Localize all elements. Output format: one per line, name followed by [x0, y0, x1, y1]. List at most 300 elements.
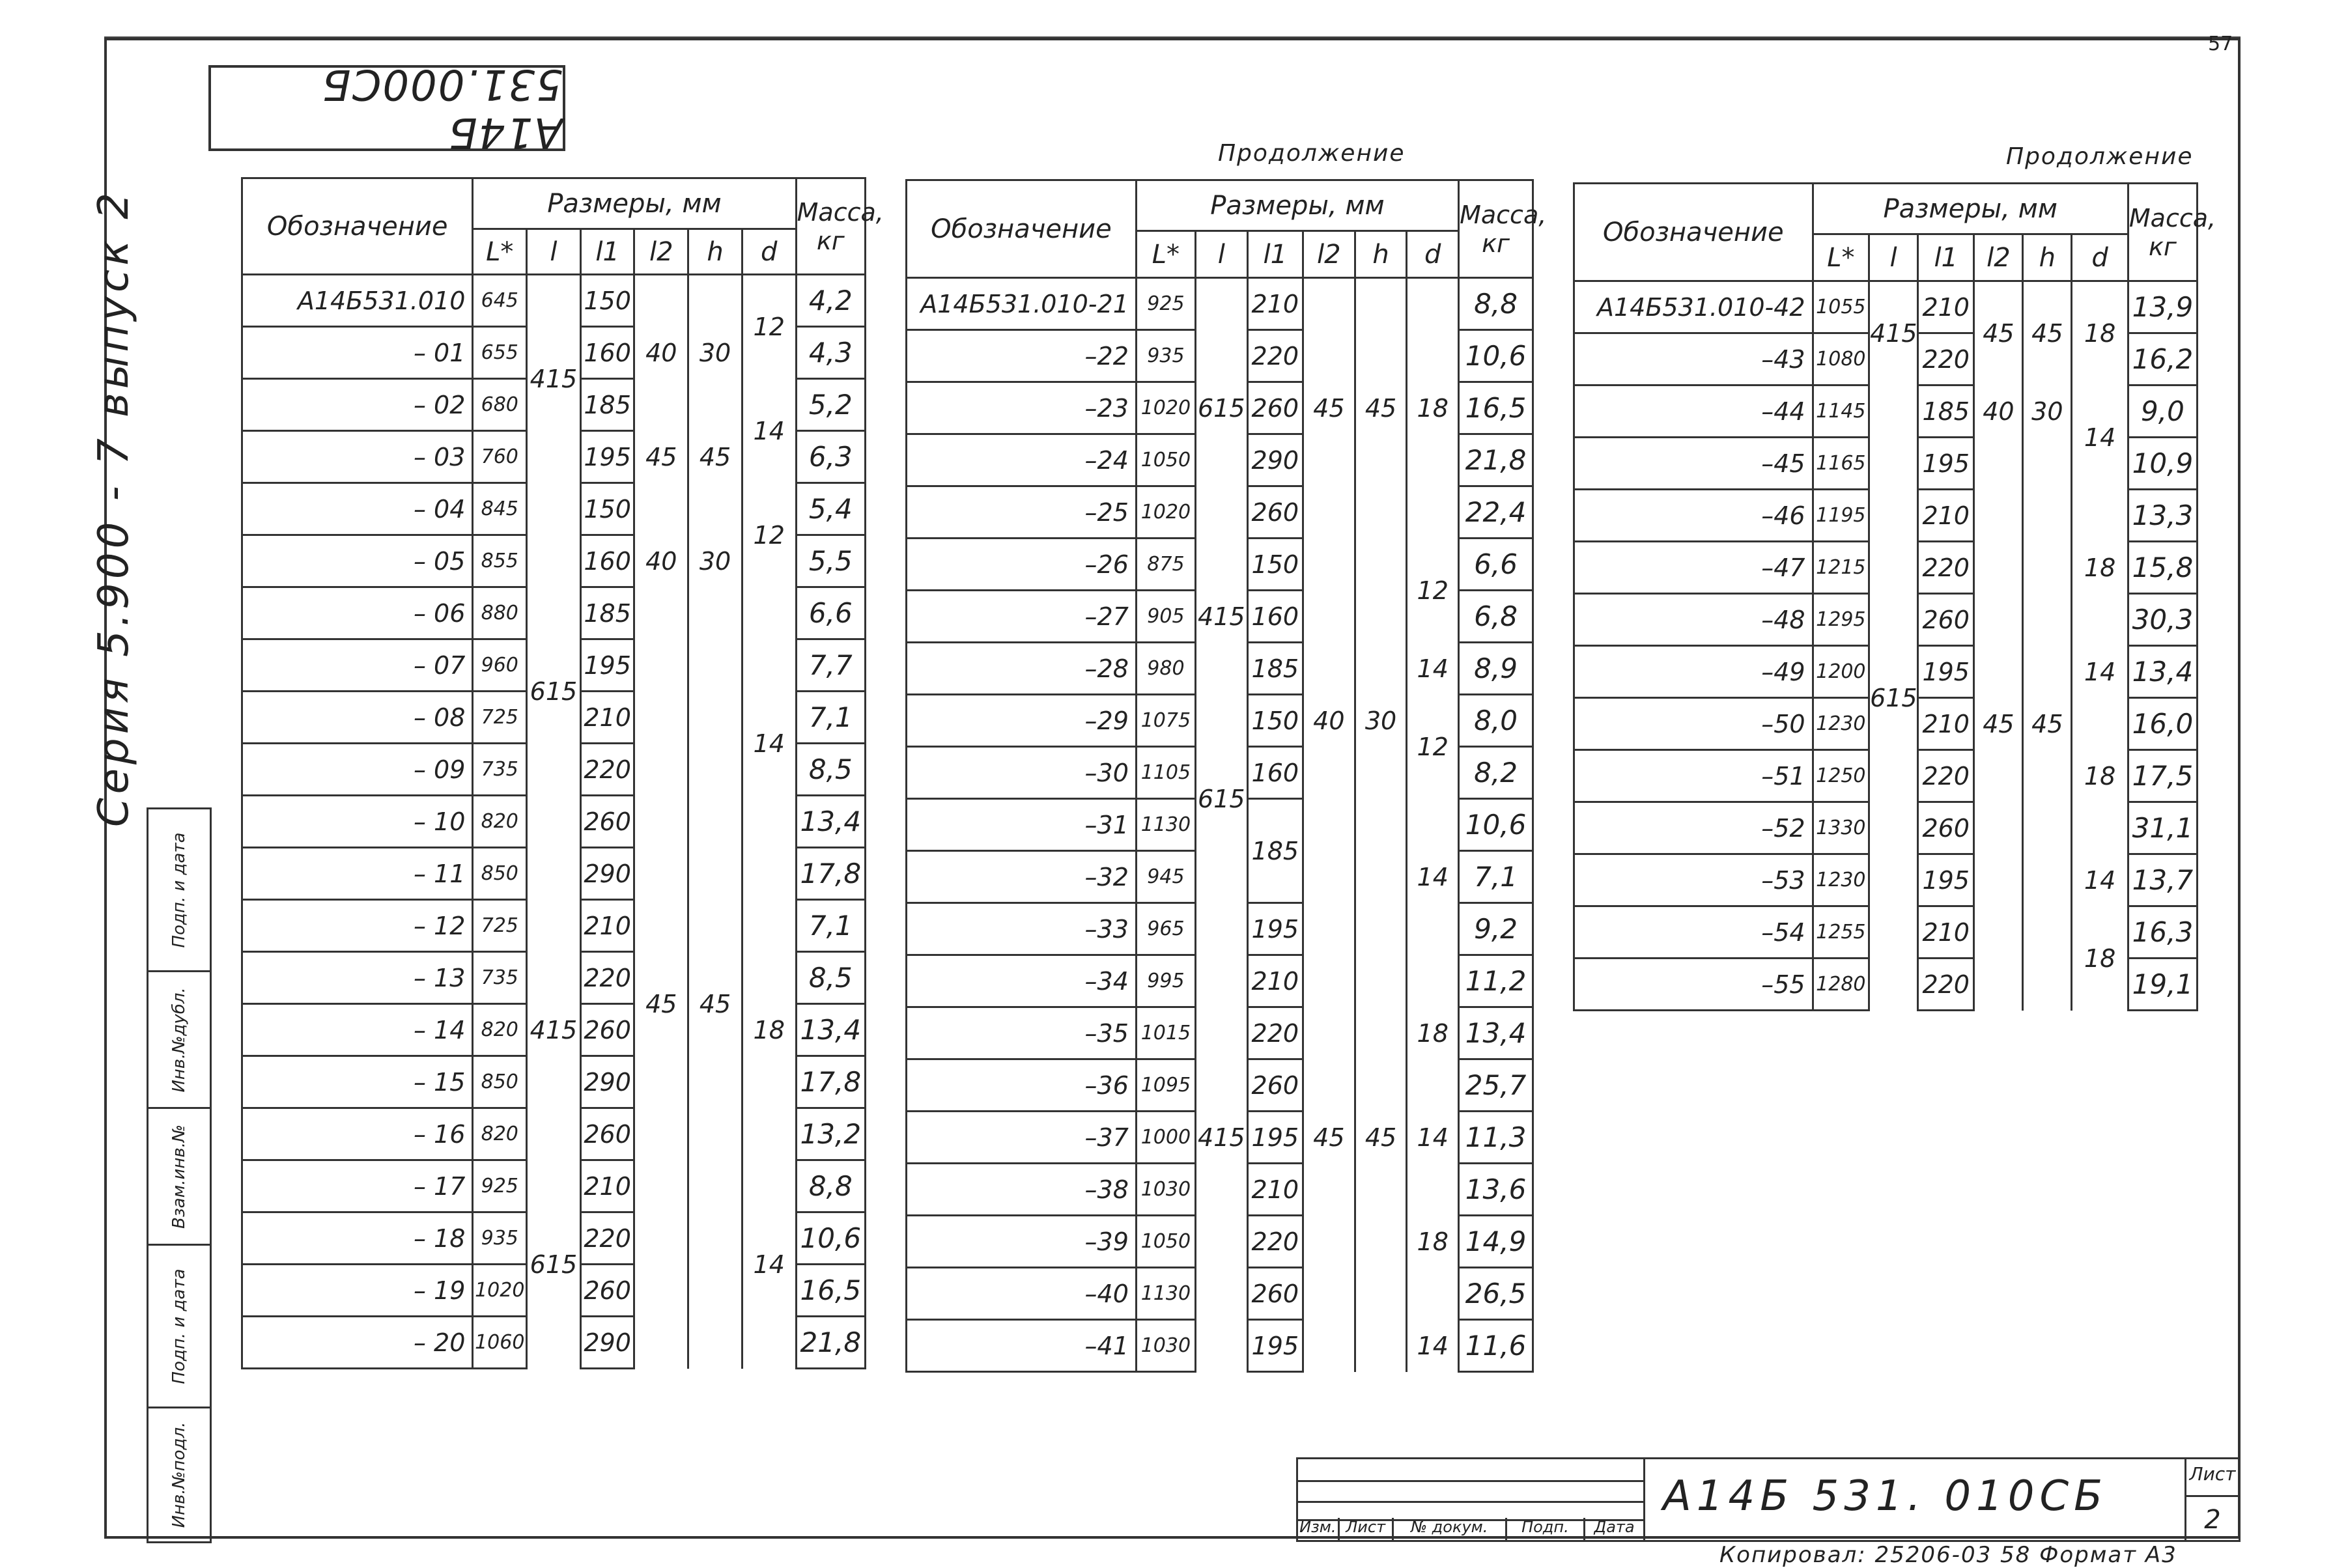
designation-cell: –22	[907, 330, 1137, 382]
L-cell: 820	[473, 796, 527, 848]
l1-cell: 195	[1247, 1320, 1303, 1372]
header-d: d	[2072, 234, 2128, 281]
l1-cell: 160	[580, 535, 634, 587]
l-cell: 615	[1869, 385, 1918, 1011]
header-designation: Обозначение	[242, 178, 473, 275]
L-cell: 1055	[1813, 281, 1869, 333]
mass-cell: 6,3	[796, 431, 865, 483]
d-cell: 14	[1407, 1112, 1459, 1164]
L-cell: 855	[473, 535, 527, 587]
l1-cell: 210	[1918, 906, 1974, 959]
mass-cell: 17,8	[796, 848, 865, 900]
mass-cell: 14,9	[1459, 1216, 1533, 1268]
header-l: l	[527, 229, 581, 275]
designation-cell: –53	[1574, 854, 1813, 906]
header-l1: l1	[1247, 231, 1303, 278]
designation-cell: – 10	[242, 796, 473, 848]
mass-cell: 31,1	[2128, 802, 2197, 854]
designation-cell: –40	[907, 1268, 1137, 1320]
mass-cell: 10,6	[1459, 330, 1533, 382]
label-data: Дата	[1594, 1518, 1635, 1536]
header-designation: Обозначение	[907, 180, 1137, 278]
mass-cell: 16,5	[796, 1265, 865, 1317]
designation-cell: – 16	[242, 1108, 473, 1160]
mass-cell: 11,2	[1459, 955, 1533, 1007]
designation-cell: –51	[1574, 750, 1813, 802]
mass-cell: 13,6	[1459, 1164, 1533, 1216]
designation-cell: –48	[1574, 594, 1813, 646]
L-cell: 1030	[1136, 1164, 1195, 1216]
designation-cell: – 03	[242, 431, 473, 483]
designation-cell: –29	[907, 695, 1137, 747]
L-cell: 760	[473, 431, 527, 483]
l1-cell: 220	[1918, 333, 1974, 385]
mass-cell: 5,5	[796, 535, 865, 587]
header-l1: l1	[1918, 234, 1974, 281]
designation-cell: –35	[907, 1007, 1137, 1059]
continuation-label-3: Продолжение	[2006, 143, 2194, 170]
header-L: L*	[473, 229, 527, 275]
mass-cell: 22,4	[1459, 486, 1533, 539]
designation-cell: А14Б531.010	[242, 275, 473, 327]
l-cell: 615	[1195, 695, 1247, 903]
h-cell: 30	[688, 275, 742, 431]
designation-cell: – 06	[242, 587, 473, 639]
d-cell: 12	[1407, 539, 1459, 643]
designation-cell: – 15	[242, 1056, 473, 1108]
L-cell: 875	[1136, 539, 1195, 591]
L-cell: 965	[1136, 903, 1195, 955]
mass-cell: 17,8	[796, 1056, 865, 1108]
designation-cell: –27	[907, 591, 1137, 643]
d-cell: 14	[742, 587, 796, 900]
mass-cell: 6,6	[1459, 539, 1533, 591]
L-cell: 1130	[1136, 799, 1195, 851]
header-h: h	[2023, 234, 2072, 281]
mass-cell: 17,5	[2128, 750, 2197, 802]
table-row	[1574, 385, 2198, 438]
d-cell: 14	[1407, 643, 1459, 695]
l1-cell: 260	[580, 796, 634, 848]
list-value: 2	[2204, 1505, 2221, 1535]
L-cell: 925	[1136, 278, 1195, 330]
L-cell: 1080	[1813, 333, 1869, 385]
L-cell: 845	[473, 483, 527, 535]
L-cell: 1195	[1813, 490, 1869, 542]
mass-cell: 13,2	[796, 1108, 865, 1160]
spec-table-2	[905, 179, 1547, 1373]
L-cell: 1000	[1136, 1112, 1195, 1164]
designation-cell: – 17	[242, 1160, 473, 1212]
designation-cell: – 12	[242, 900, 473, 952]
d-cell: 14	[1407, 799, 1459, 955]
l1-cell: 210	[580, 900, 634, 952]
designation-cell: – 19	[242, 1265, 473, 1317]
table-row	[907, 695, 1533, 747]
l1-cell: 220	[580, 952, 634, 1004]
l1-cell: 290	[1247, 434, 1303, 486]
designation-cell: –44	[1574, 385, 1813, 438]
header-d: d	[1407, 231, 1459, 278]
L-cell: 1280	[1813, 959, 1869, 1011]
mass-cell: 10,9	[2128, 438, 2197, 490]
mass-cell: 6,8	[1459, 591, 1533, 643]
h-cell: 30	[2023, 385, 2072, 438]
mass-cell: 21,8	[1459, 434, 1533, 486]
l2-cell: 40	[1303, 539, 1355, 903]
l1-cell: 260	[1247, 382, 1303, 434]
l-cell: 415	[1869, 281, 1918, 385]
label-izm: Изм.	[1298, 1518, 1340, 1540]
designation-cell: –28	[907, 643, 1137, 695]
l1-cell: 260	[1918, 594, 1974, 646]
l1-cell: 290	[580, 848, 634, 900]
header-L: L*	[1136, 231, 1195, 278]
mass-cell: 8,2	[1459, 747, 1533, 799]
l1-cell: 150	[1247, 539, 1303, 591]
L-cell: 1230	[1813, 854, 1869, 906]
mass-cell: 4,2	[796, 275, 865, 327]
l1-cell: 160	[580, 327, 634, 379]
mass-cell: 8,5	[796, 744, 865, 796]
h-cell: 45	[688, 431, 742, 483]
designation-cell: –47	[1574, 542, 1813, 594]
l2-cell: 40	[634, 483, 688, 639]
l1-cell: 210	[580, 1160, 634, 1212]
d-cell: 14	[742, 1160, 796, 1369]
l1-cell: 210	[1918, 490, 1974, 542]
mass-cell: 13,4	[796, 796, 865, 848]
l1-cell: 195	[1918, 438, 1974, 490]
designation-cell: – 07	[242, 639, 473, 692]
d-cell: 12	[1407, 695, 1459, 799]
L-cell: 1060	[473, 1317, 527, 1369]
designation-cell: –50	[1574, 698, 1813, 750]
mass-cell: 26,5	[1459, 1268, 1533, 1320]
mass-cell: 7,1	[796, 692, 865, 744]
l2-cell: 45	[1303, 278, 1355, 539]
designation-cell: – 09	[242, 744, 473, 796]
l1-cell: 220	[580, 744, 634, 796]
d-cell: 12	[742, 483, 796, 587]
L-cell: 1095	[1136, 1059, 1195, 1112]
L-cell: 945	[1136, 851, 1195, 903]
table-row	[242, 275, 866, 327]
revision-grid	[1298, 1459, 1645, 1540]
designation-cell: –54	[1574, 906, 1813, 959]
mass-cell: 7,1	[1459, 851, 1533, 903]
l2-cell: 45	[1974, 281, 2023, 385]
h-cell: 45	[1355, 903, 1407, 1372]
designation-cell: –37	[907, 1112, 1137, 1164]
L-cell: 1050	[1136, 434, 1195, 486]
l1-cell: 210	[1918, 281, 1974, 333]
L-cell: 680	[473, 379, 527, 431]
designation-cell: – 14	[242, 1004, 473, 1056]
mass-cell: 6,6	[796, 587, 865, 639]
L-cell: 905	[1136, 591, 1195, 643]
h-cell: 30	[688, 483, 742, 639]
side-cell-podp-data: Подп. и дата	[148, 809, 210, 972]
L-cell: 645	[473, 275, 527, 327]
d-cell: 14	[2072, 854, 2128, 906]
mass-cell: 13,4	[796, 1004, 865, 1056]
L-cell: 820	[473, 1108, 527, 1160]
mass-cell: 25,7	[1459, 1059, 1533, 1112]
mass-cell: 16,3	[2128, 906, 2197, 959]
l1-cell: 260	[1918, 802, 1974, 854]
table-row	[242, 483, 866, 535]
designation-cell: – 20	[242, 1317, 473, 1369]
l-cell: 415	[1195, 903, 1247, 1372]
label-podp: Подп.	[1507, 1518, 1585, 1540]
d-cell: 14	[742, 379, 796, 483]
l1-cell: 210	[1247, 1164, 1303, 1216]
L-cell: 735	[473, 744, 527, 796]
mass-cell: 11,3	[1459, 1112, 1533, 1164]
l1-cell: 220	[1247, 330, 1303, 382]
L-cell: 1250	[1813, 750, 1869, 802]
l2-cell: 45	[634, 431, 688, 483]
l1-cell: 195	[580, 639, 634, 692]
designation-cell: –34	[907, 955, 1137, 1007]
designation-cell: – 04	[242, 483, 473, 535]
h-cell: 45	[1355, 278, 1407, 539]
L-cell: 1030	[1136, 1320, 1195, 1372]
d-cell: 12	[742, 275, 796, 379]
header-L: L*	[1813, 234, 1869, 281]
l1-cell: 260	[1247, 1268, 1303, 1320]
designation-cell: –26	[907, 539, 1137, 591]
designation-cell: –43	[1574, 333, 1813, 385]
d-cell: 18	[2072, 906, 2128, 1011]
mass-cell: 8,8	[796, 1160, 865, 1212]
designation-cell: –24	[907, 434, 1137, 486]
mass-cell: 8,5	[796, 952, 865, 1004]
L-cell: 980	[1136, 643, 1195, 695]
designation-cell: –55	[1574, 959, 1813, 1011]
l1-cell: 210	[1918, 698, 1974, 750]
l1-cell: 195	[580, 431, 634, 483]
l2-cell: 45	[1303, 903, 1355, 1372]
spec-table-1	[241, 177, 884, 1369]
l-cell: 615	[527, 483, 581, 900]
header-sizes: Размеры, мм	[1136, 180, 1458, 231]
l1-cell: 185	[1918, 385, 1974, 438]
l1-cell: 160	[1247, 591, 1303, 643]
d-cell: 18	[2072, 698, 2128, 854]
l1-cell: 260	[1247, 486, 1303, 539]
mass-cell: 30,3	[2128, 594, 2197, 646]
designation-cell: –39	[907, 1216, 1137, 1268]
d-cell: 18	[1407, 278, 1459, 539]
copy-note: Копировал: 25206-03 58 Формат А3	[1719, 1542, 2177, 1568]
mass-cell: 11,6	[1459, 1320, 1533, 1372]
mass-cell: 13,9	[2128, 281, 2197, 333]
mass-cell: 13,4	[2128, 646, 2197, 698]
L-cell: 1050	[1136, 1216, 1195, 1268]
list-cell	[2185, 1459, 2239, 1540]
label-list: Лист	[1340, 1518, 1394, 1540]
designation-cell: –45	[1574, 438, 1813, 490]
mass-cell: 16,5	[1459, 382, 1533, 434]
designation-cell: –38	[907, 1164, 1137, 1216]
mass-cell: 13,3	[2128, 490, 2197, 542]
l1-cell: 220	[580, 1212, 634, 1265]
spec-table-3	[1573, 182, 2216, 1011]
L-cell: 1020	[473, 1265, 527, 1317]
table-row	[242, 900, 866, 952]
header-l2: l2	[1303, 231, 1355, 278]
header-l: l	[1195, 231, 1247, 278]
designation-cell: –31	[907, 799, 1137, 851]
d-cell: 18	[1407, 1164, 1459, 1320]
header-d: d	[742, 229, 796, 275]
mass-cell: 13,4	[1459, 1007, 1533, 1059]
d-cell: 14	[2072, 646, 2128, 698]
mass-cell: 8,0	[1459, 695, 1533, 747]
d-cell: 18	[2072, 281, 2128, 385]
title-doc-code: А14Б 531. 010СБ	[1663, 1472, 2108, 1520]
l1-cell: 185	[580, 379, 634, 431]
l-cell: 615	[1195, 278, 1247, 539]
L-cell: 935	[1136, 330, 1195, 382]
designation-cell: – 13	[242, 952, 473, 1004]
mass-cell: 19,1	[2128, 959, 2197, 1011]
L-cell: 1020	[1136, 382, 1195, 434]
l2-cell: 45	[1974, 438, 2023, 1011]
l-cell: 415	[527, 900, 581, 1160]
L-cell: 850	[473, 1056, 527, 1108]
L-cell: 1130	[1136, 1268, 1195, 1320]
title-block	[1296, 1457, 2241, 1542]
header-sizes: Размеры, мм	[473, 178, 796, 229]
mass-cell: 5,2	[796, 379, 865, 431]
header-mass: Масса, кг	[1459, 180, 1533, 278]
l1-cell: 185	[1247, 799, 1303, 903]
L-cell: 1105	[1136, 747, 1195, 799]
L-cell: 655	[473, 327, 527, 379]
l1-cell: 195	[1247, 903, 1303, 955]
designation-cell: –46	[1574, 490, 1813, 542]
l1-cell: 220	[1918, 959, 1974, 1011]
h-cell: 45	[688, 639, 742, 1369]
l1-cell: 195	[1918, 646, 1974, 698]
designation-cell: А14Б531.010-42	[1574, 281, 1813, 333]
table-row	[907, 539, 1533, 591]
table-row	[907, 278, 1533, 330]
d-cell: 18	[742, 900, 796, 1160]
L-cell: 725	[473, 692, 527, 744]
l1-cell: 150	[580, 275, 634, 327]
l1-cell: 150	[1247, 695, 1303, 747]
sheet-number: 57	[2208, 33, 2233, 55]
continuation-label-2: Продолжение	[1218, 140, 1406, 167]
L-cell: 1015	[1136, 1007, 1195, 1059]
L-cell: 1295	[1813, 594, 1869, 646]
h-cell: 45	[2023, 438, 2072, 1011]
mass-cell: 8,8	[1459, 278, 1533, 330]
L-cell: 1200	[1813, 646, 1869, 698]
mass-cell: 5,4	[796, 483, 865, 535]
h-cell: 45	[2023, 281, 2072, 385]
mass-cell: 10,6	[796, 1212, 865, 1265]
side-cell-inv-dubl: Инв.№дубл.	[148, 972, 210, 1109]
l1-cell: 220	[1247, 1216, 1303, 1268]
d-cell: 14	[1407, 1320, 1459, 1372]
l1-cell: 290	[580, 1056, 634, 1108]
table-row	[1574, 281, 2198, 333]
header-designation: Обозначение	[1574, 184, 1813, 281]
L-cell: 1330	[1813, 802, 1869, 854]
designation-cell: –23	[907, 382, 1137, 434]
d-cell: 18	[2072, 490, 2128, 646]
l1-cell: 260	[1247, 1059, 1303, 1112]
l1-cell: 210	[580, 692, 634, 744]
header-l2: l2	[1974, 234, 2023, 281]
l1-cell: 220	[1247, 1007, 1303, 1059]
designation-cell: –41	[907, 1320, 1137, 1372]
header-h: h	[1355, 231, 1407, 278]
L-cell: 995	[1136, 955, 1195, 1007]
L-cell: 1075	[1136, 695, 1195, 747]
header-mass: Масса, кг	[2128, 184, 2197, 281]
l-cell: 415	[527, 275, 581, 483]
header-l2: l2	[634, 229, 688, 275]
mass-cell: 13,7	[2128, 854, 2197, 906]
L-cell: 925	[473, 1160, 527, 1212]
l1-cell: 290	[580, 1317, 634, 1369]
l1-cell: 195	[1247, 1112, 1303, 1164]
mass-cell: 9,2	[1459, 903, 1533, 955]
header-h: h	[688, 229, 742, 275]
mass-cell: 9,0	[2128, 385, 2197, 438]
designation-cell: – 08	[242, 692, 473, 744]
L-cell: 1020	[1136, 486, 1195, 539]
L-cell: 1215	[1813, 542, 1869, 594]
l2-cell: 45	[634, 639, 688, 1369]
designation-cell: – 01	[242, 327, 473, 379]
designation-cell: – 05	[242, 535, 473, 587]
L-cell: 1145	[1813, 385, 1869, 438]
mass-cell: 15,8	[2128, 542, 2197, 594]
mass-cell: 16,0	[2128, 698, 2197, 750]
designation-cell: – 11	[242, 848, 473, 900]
side-cell-podp-data-2: Подп. и дата	[148, 1246, 210, 1408]
designation-cell: – 18	[242, 1212, 473, 1265]
l1-cell: 150	[580, 483, 634, 535]
designation-cell: –25	[907, 486, 1137, 539]
L-cell: 820	[473, 1004, 527, 1056]
d-cell: 18	[1407, 955, 1459, 1112]
table-row	[242, 1160, 866, 1212]
designation-cell: А14Б531.010-21	[907, 278, 1137, 330]
designation-cell: –32	[907, 851, 1137, 903]
mass-cell: 16,2	[2128, 333, 2197, 385]
l1-cell: 185	[1247, 643, 1303, 695]
header-mass: Масса, кг	[796, 178, 865, 275]
L-cell: 850	[473, 848, 527, 900]
L-cell: 735	[473, 952, 527, 1004]
mass-cell: 7,7	[796, 639, 865, 692]
L-cell: 1255	[1813, 906, 1869, 959]
L-cell: 725	[473, 900, 527, 952]
l1-cell: 160	[1247, 747, 1303, 799]
l1-cell: 195	[1918, 854, 1974, 906]
designation-cell: –52	[1574, 802, 1813, 854]
l1-cell: 210	[1247, 278, 1303, 330]
l2-cell: 40	[634, 275, 688, 431]
